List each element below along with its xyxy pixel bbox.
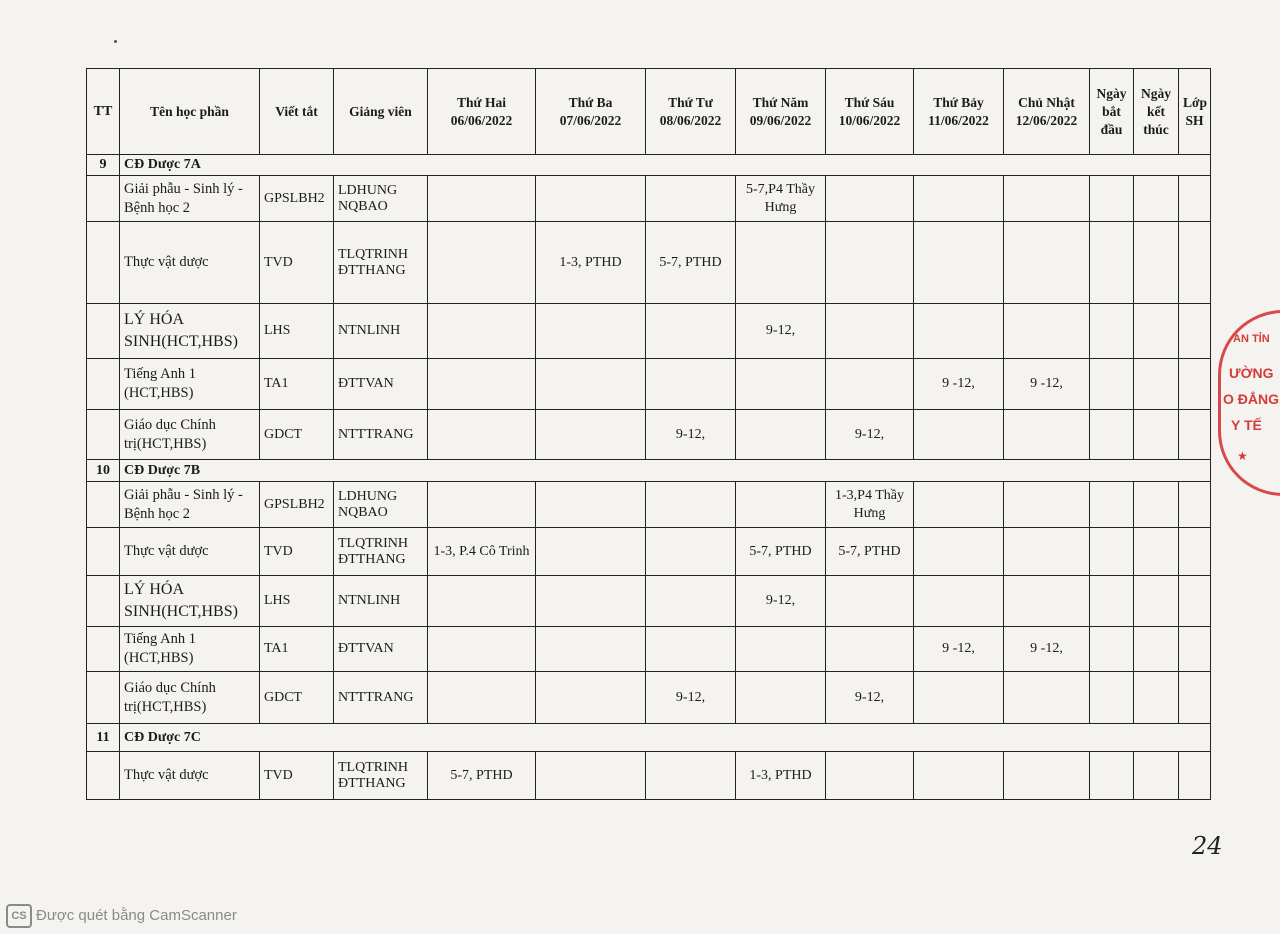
- scanner-footer: [6, 904, 237, 928]
- end-date-cell: [1134, 359, 1179, 410]
- schedule-cell: [826, 222, 914, 304]
- page-number: 24: [1192, 832, 1223, 860]
- class-cell: [1179, 359, 1211, 410]
- group-number: 11: [87, 724, 120, 752]
- end-date-cell: [1134, 528, 1179, 576]
- start-date-cell: [1090, 482, 1134, 528]
- course-cell: Giáo dục Chính trị(HCT,HBS): [120, 410, 260, 460]
- col-tt: TT: [87, 69, 120, 155]
- schedule-cell: [1004, 576, 1090, 627]
- schedule-cell: 9-12,: [646, 410, 736, 460]
- course-cell: Giáo dục Chính trị(HCT,HBS): [120, 672, 260, 724]
- schedule-cell: 9-12,: [736, 304, 826, 359]
- schedule-cell: [736, 627, 826, 672]
- schedule-cell: [536, 528, 646, 576]
- abbr-cell: GPSLBH2: [260, 176, 334, 222]
- schedule-cell: [1004, 304, 1090, 359]
- abbr-cell: TVD: [260, 752, 334, 800]
- col-abbr: Viết tắt: [260, 69, 334, 155]
- schedule-cell: [536, 752, 646, 800]
- abbr-cell: GPSLBH2: [260, 482, 334, 528]
- tt-cell: [87, 359, 120, 410]
- schedule-cell: [1004, 176, 1090, 222]
- schedule-cell: [1004, 482, 1090, 528]
- schedule-cell: [536, 304, 646, 359]
- end-date-cell: [1134, 410, 1179, 460]
- speck: [114, 40, 117, 43]
- lecturer-cell: NTNLINH: [334, 576, 428, 627]
- col-day: Thứ Tư 08/06/2022: [646, 69, 736, 155]
- table-body: [87, 155, 1211, 800]
- course-cell: Tiếng Anh 1 (HCT,HBS): [120, 359, 260, 410]
- start-date-cell: [1090, 752, 1134, 800]
- course-cell: Tiếng Anh 1 (HCT,HBS): [120, 627, 260, 672]
- class-cell: [1179, 752, 1211, 800]
- schedule-cell: [536, 359, 646, 410]
- start-date-cell: [1090, 528, 1134, 576]
- class-cell: [1179, 627, 1211, 672]
- lecturer-cell: ĐTTVAN: [334, 627, 428, 672]
- schedule-cell: [914, 410, 1004, 460]
- schedule-cell: [914, 304, 1004, 359]
- abbr-cell: TVD: [260, 528, 334, 576]
- group-row: [87, 460, 1211, 482]
- schedule-cell: [736, 410, 826, 460]
- schedule-cell: [826, 304, 914, 359]
- schedule-cell: [914, 752, 1004, 800]
- table-row: [87, 410, 1211, 460]
- schedule-cell: [736, 359, 826, 410]
- schedule-cell: 5-7,P4 Thầy Hưng: [736, 176, 826, 222]
- schedule-cell: 5-7, PTHD: [736, 528, 826, 576]
- start-date-cell: [1090, 576, 1134, 627]
- group-row: [87, 155, 1211, 176]
- header-row: [87, 69, 1211, 155]
- schedule-cell: [914, 176, 1004, 222]
- schedule-cell: 9 -12,: [914, 359, 1004, 410]
- schedule-cell: [646, 752, 736, 800]
- schedule-cell: 1-3, P.4 Cô Trinh: [428, 528, 536, 576]
- col-day: Thứ Năm 09/06/2022: [736, 69, 826, 155]
- start-date-cell: [1090, 672, 1134, 724]
- schedule-cell: 1-3, PTHD: [536, 222, 646, 304]
- schedule-cell: [646, 627, 736, 672]
- table-row: [87, 627, 1211, 672]
- tt-cell: [87, 222, 120, 304]
- end-date-cell: [1134, 752, 1179, 800]
- schedule-cell: [536, 176, 646, 222]
- schedule-cell: [1004, 528, 1090, 576]
- course-cell: Thực vật dược: [120, 528, 260, 576]
- tt-cell: [87, 482, 120, 528]
- tt-cell: [87, 176, 120, 222]
- lecturer-cell: TLQTRINH ĐTTHANG: [334, 528, 428, 576]
- group-name: CĐ Dược 7A: [120, 155, 1211, 176]
- red-stamp: AN TỈN ƯỜNG O ĐẲNG Y TẾ ★: [1218, 310, 1280, 496]
- schedule-cell: [646, 359, 736, 410]
- lecturer-cell: LDHUNG NQBAO: [334, 176, 428, 222]
- class-cell: [1179, 410, 1211, 460]
- schedule-cell: [646, 576, 736, 627]
- lecturer-cell: NTTTRANG: [334, 410, 428, 460]
- schedule-cell: 1-3,P4 Thầy Hưng: [826, 482, 914, 528]
- tt-cell: [87, 528, 120, 576]
- col-start-date: Ngày bắt đầu: [1090, 69, 1134, 155]
- group-name: CĐ Dược 7B: [120, 460, 1211, 482]
- schedule-cell: [1004, 222, 1090, 304]
- table-row: [87, 672, 1211, 724]
- schedule-cell: 9 -12,: [1004, 627, 1090, 672]
- table-row: [87, 176, 1211, 222]
- footer-text: Được quét bằng CamScanner: [36, 906, 237, 924]
- course-cell: LÝ HÓA SINH(HCT,HBS): [120, 576, 260, 627]
- end-date-cell: [1134, 672, 1179, 724]
- end-date-cell: [1134, 222, 1179, 304]
- schedule-cell: [736, 672, 826, 724]
- camscanner-icon: CS: [6, 904, 32, 928]
- schedule-cell: [536, 627, 646, 672]
- abbr-cell: TA1: [260, 627, 334, 672]
- schedule-cell: 9-12,: [736, 576, 826, 627]
- schedule-cell: [1004, 410, 1090, 460]
- start-date-cell: [1090, 627, 1134, 672]
- schedule-cell: [826, 627, 914, 672]
- tt-cell: [87, 672, 120, 724]
- end-date-cell: [1134, 627, 1179, 672]
- start-date-cell: [1090, 304, 1134, 359]
- schedule-cell: [428, 176, 536, 222]
- lecturer-cell: ĐTTVAN: [334, 359, 428, 410]
- table-row: [87, 752, 1211, 800]
- schedule-cell: [736, 482, 826, 528]
- class-cell: [1179, 528, 1211, 576]
- abbr-cell: LHS: [260, 304, 334, 359]
- table-row: [87, 222, 1211, 304]
- table-row: [87, 482, 1211, 528]
- schedule-cell: 5-7, PTHD: [428, 752, 536, 800]
- tt-cell: [87, 410, 120, 460]
- col-day: Thứ Ba 07/06/2022: [536, 69, 646, 155]
- col-day: Thứ Bảy 11/06/2022: [914, 69, 1004, 155]
- abbr-cell: GDCT: [260, 410, 334, 460]
- table-row: [87, 304, 1211, 359]
- schedule-cell: [646, 528, 736, 576]
- course-cell: Giải phẫu - Sinh lý - Bệnh học 2: [120, 176, 260, 222]
- course-cell: LÝ HÓA SINH(HCT,HBS): [120, 304, 260, 359]
- table-row: [87, 576, 1211, 627]
- schedule-cell: [914, 528, 1004, 576]
- start-date-cell: [1090, 222, 1134, 304]
- abbr-cell: GDCT: [260, 672, 334, 724]
- schedule-cell: [536, 672, 646, 724]
- end-date-cell: [1134, 576, 1179, 627]
- schedule-cell: [914, 672, 1004, 724]
- lecturer-cell: TLQTRINH ĐTTHANG: [334, 752, 428, 800]
- schedule-cell: 9-12,: [646, 672, 736, 724]
- group-number: 10: [87, 460, 120, 482]
- lecturer-cell: TLQTRINH ĐTTHANG: [334, 222, 428, 304]
- schedule-cell: [646, 304, 736, 359]
- class-cell: [1179, 672, 1211, 724]
- abbr-cell: TVD: [260, 222, 334, 304]
- schedule-table: [86, 68, 1211, 800]
- class-cell: [1179, 222, 1211, 304]
- schedule-cell: [428, 576, 536, 627]
- lecturer-cell: NTNLINH: [334, 304, 428, 359]
- schedule-cell: [536, 482, 646, 528]
- table-row: [87, 359, 1211, 410]
- lecturer-cell: LDHUNG NQBAO: [334, 482, 428, 528]
- col-class: Lớp SH: [1179, 69, 1211, 155]
- schedule-cell: 1-3, PTHD: [736, 752, 826, 800]
- schedule-cell: [428, 222, 536, 304]
- col-course: Tên học phần: [120, 69, 260, 155]
- schedule-cell: [428, 672, 536, 724]
- schedule-cell: [914, 576, 1004, 627]
- group-name: CĐ Dược 7C: [120, 724, 1211, 752]
- abbr-cell: TA1: [260, 359, 334, 410]
- tt-cell: [87, 627, 120, 672]
- tt-cell: [87, 304, 120, 359]
- tt-cell: [87, 752, 120, 800]
- course-cell: Thực vật dược: [120, 752, 260, 800]
- schedule-cell: [536, 410, 646, 460]
- schedule-cell: [826, 576, 914, 627]
- schedule-cell: [1004, 672, 1090, 724]
- schedule-cell: [428, 410, 536, 460]
- schedule-cell: [428, 304, 536, 359]
- schedule-cell: [646, 482, 736, 528]
- col-day: Thứ Hai 06/06/2022: [428, 69, 536, 155]
- class-cell: [1179, 482, 1211, 528]
- schedule-cell: [826, 752, 914, 800]
- schedule-cell: [1004, 752, 1090, 800]
- group-number: 9: [87, 155, 120, 176]
- abbr-cell: LHS: [260, 576, 334, 627]
- schedule-cell: [646, 176, 736, 222]
- col-day: Chủ Nhật 12/06/2022: [1004, 69, 1090, 155]
- group-row: [87, 724, 1211, 752]
- schedule-cell: [914, 482, 1004, 528]
- class-cell: [1179, 304, 1211, 359]
- table-row: [87, 528, 1211, 576]
- schedule-cell: 9-12,: [826, 410, 914, 460]
- class-cell: [1179, 576, 1211, 627]
- schedule-cell: [428, 359, 536, 410]
- course-cell: Giải phẫu - Sinh lý - Bệnh học 2: [120, 482, 260, 528]
- end-date-cell: [1134, 482, 1179, 528]
- schedule-cell: 5-7, PTHD: [646, 222, 736, 304]
- schedule-cell: [428, 627, 536, 672]
- lecturer-cell: NTTTRANG: [334, 672, 428, 724]
- end-date-cell: [1134, 304, 1179, 359]
- schedule-cell: [826, 176, 914, 222]
- schedule-cell: 9 -12,: [914, 627, 1004, 672]
- tt-cell: [87, 576, 120, 627]
- end-date-cell: [1134, 176, 1179, 222]
- start-date-cell: [1090, 176, 1134, 222]
- schedule-cell: [736, 222, 826, 304]
- col-lecturer: Giảng viên: [334, 69, 428, 155]
- schedule-cell: [536, 576, 646, 627]
- course-cell: Thực vật dược: [120, 222, 260, 304]
- start-date-cell: [1090, 359, 1134, 410]
- schedule-cell: [826, 359, 914, 410]
- schedule-cell: [914, 222, 1004, 304]
- start-date-cell: [1090, 410, 1134, 460]
- star-icon: ★: [1237, 449, 1248, 463]
- schedule-cell: 9-12,: [826, 672, 914, 724]
- col-end-date: Ngày kết thúc: [1134, 69, 1179, 155]
- schedule-cell: 5-7, PTHD: [826, 528, 914, 576]
- class-cell: [1179, 176, 1211, 222]
- col-day: Thứ Sáu 10/06/2022: [826, 69, 914, 155]
- schedule-cell: [428, 482, 536, 528]
- schedule-cell: 9 -12,: [1004, 359, 1090, 410]
